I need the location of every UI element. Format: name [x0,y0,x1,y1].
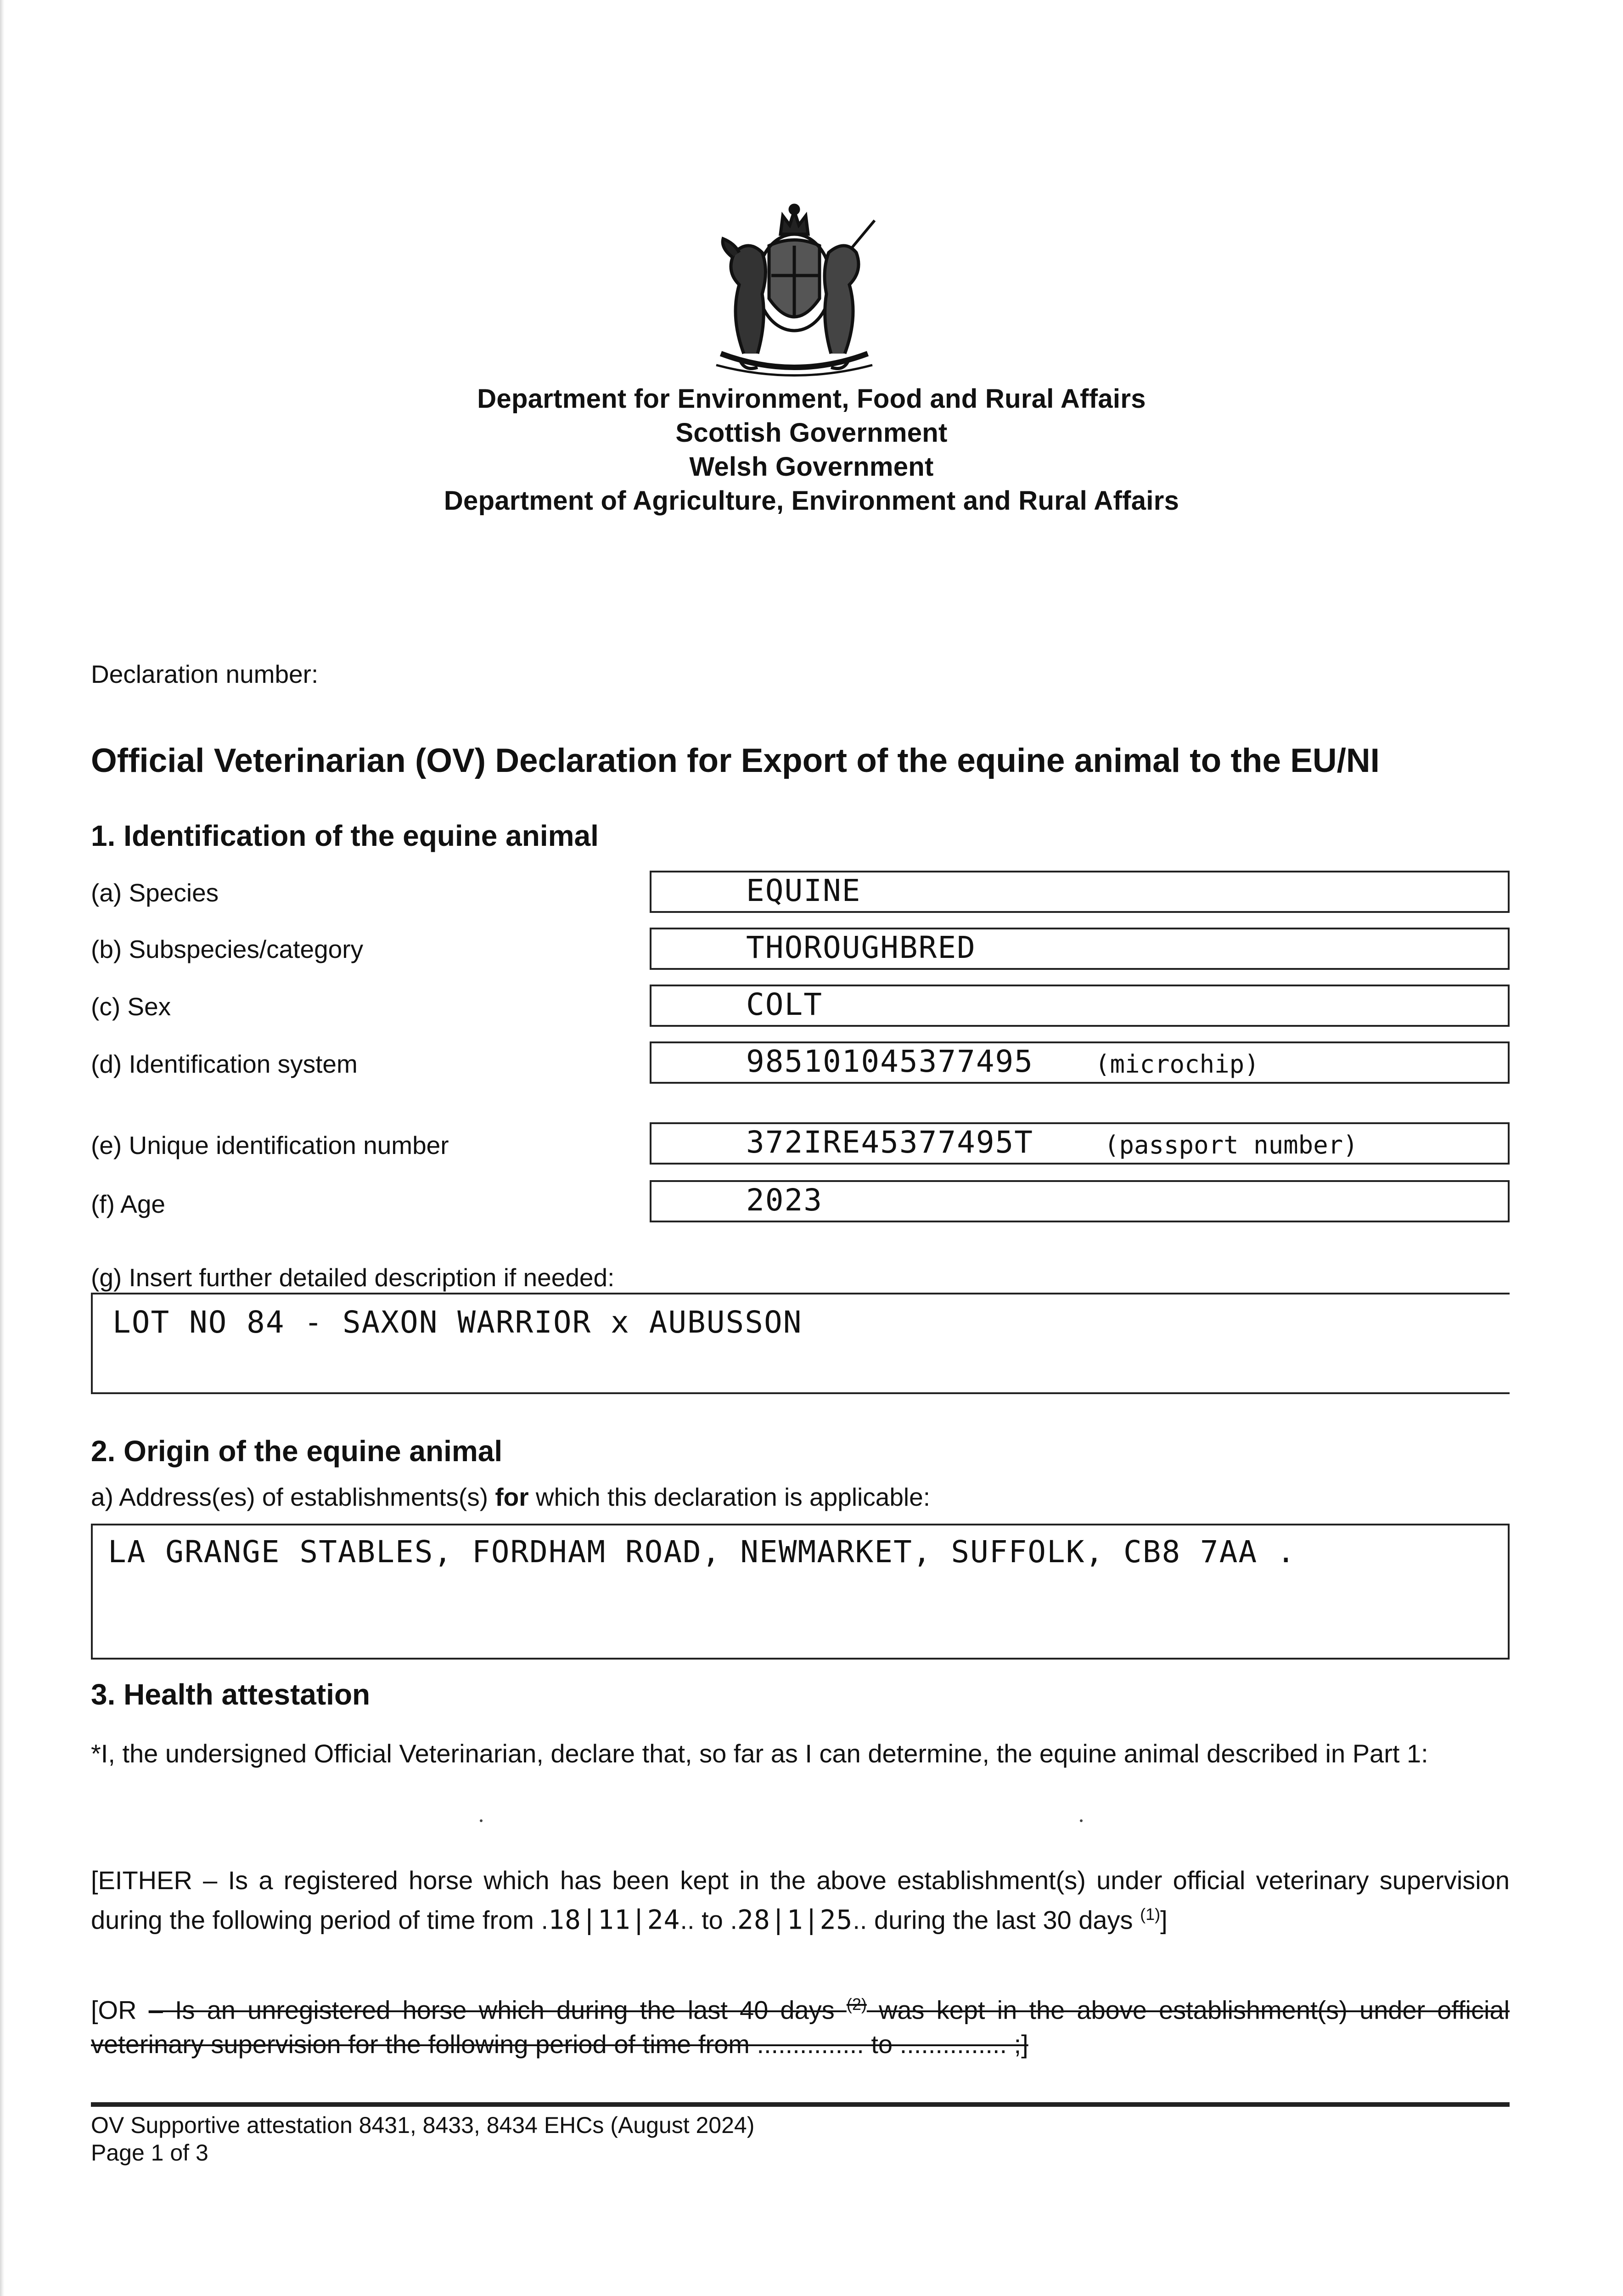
description-bottom-rule [91,1392,1510,1394]
royal-coat-of-arms-icon [689,202,900,381]
department-headings [0,382,1623,518]
department-name: Scottish Government [675,418,948,448]
address-label-bold: for [495,1483,529,1511]
footer-rule [91,2102,1510,2107]
either-from-date: 18|11|24 [548,1904,680,1936]
address-value: LA GRANGE STABLES, FORDHAM ROAD, NEWMARKET, SUFFOLK, CB8 7AA . [108,1534,1296,1570]
subspecies-value: THOROUGHBRED [746,930,976,965]
department-name: Department for Environment, Food and Rural Affairs [477,384,1146,414]
address-label-text: a) Address(es) of establishments(s) [91,1483,495,1511]
unique-id-value: 372IRE45377495T [746,1125,1034,1160]
species-value: EQUINE [746,873,861,908]
declaration-number-label: Declaration number: [91,660,319,688]
health-attestation-intro: *I, the undersigned Official Veterinarian, declare that, so far as I can determine, the equine animal described in Part 1: [91,1739,1428,1768]
either-statement [91,1863,1510,1938]
either-text: ] [1160,1905,1168,1935]
address-label [91,1482,930,1512]
or-lead: [OR [91,1995,149,2025]
section-1-heading: 1. Identification of the equine animal [91,819,599,852]
address-label-text-end: which this declaration is applicable: [528,1483,931,1511]
section-3-heading: 3. Health attestation [91,1678,371,1711]
unique-id-note: (passport number) [1104,1131,1358,1159]
scan-speck [480,1819,483,1822]
sex-label: (c) Sex [91,992,171,1021]
either-text: .. to . [680,1905,737,1935]
footer-reference: OV Supportive attestation 8431, 8433, 8434 EHCs (August 2024) [91,2112,755,2138]
page-title: Official Veterinarian (OV) Declaration for Export of the equine animal to the EU/NI [91,742,1380,779]
department-name: Welsh Government [689,452,934,482]
section-2-heading: 2. Origin of the equine animal [91,1435,503,1468]
identification-system-label: (d) Identification system [91,1050,358,1078]
footer [91,2111,754,2167]
unique-id-label: (e) Unique identification number [91,1131,449,1159]
either-text: [EITHER – Is a registered horse which has been kept in the above establishment(s) under official veterinary supervision during the following period of time from . [91,1866,1510,1935]
identification-system-value: 985101045377495 [746,1044,1034,1079]
subspecies-label: (b) Subspecies/category [91,935,364,963]
department-name: Department of Agriculture, Environment and Rural Affairs [444,486,1179,516]
description-left-rule [91,1293,93,1394]
species-label: (a) Species [91,878,219,907]
description-top-rule [91,1293,1510,1294]
age-value: 2023 [746,1182,823,1218]
scan-speck [1080,1819,1083,1822]
footnote-ref: (2) [846,1995,867,2014]
page-number: Page 1 of 3 [91,2140,208,2166]
or-struck-text: was kept in the above establishment(s) under official veterinary supervision for the following period of time from ............... to ............... ;] [91,1995,1510,2059]
or-statement [91,1987,1510,2061]
age-label: (f) Age [91,1190,166,1218]
or-struck-text: – Is an unregistered horse which during the last 40 days [148,1995,847,2025]
scan-edge [0,0,5,2296]
footnote-ref: (1) [1140,1905,1161,1924]
further-description-label: (g) Insert further detailed description if needed: [91,1263,615,1292]
either-text: .. during the last 30 days [853,1905,1140,1935]
identification-system-note: (microchip) [1095,1050,1259,1079]
further-description-value: LOT NO 84 - SAXON WARRIOR x AUBUSSON [112,1305,803,1340]
either-to-date: 28|1|25 [737,1904,853,1936]
sex-value: COLT [746,987,823,1022]
